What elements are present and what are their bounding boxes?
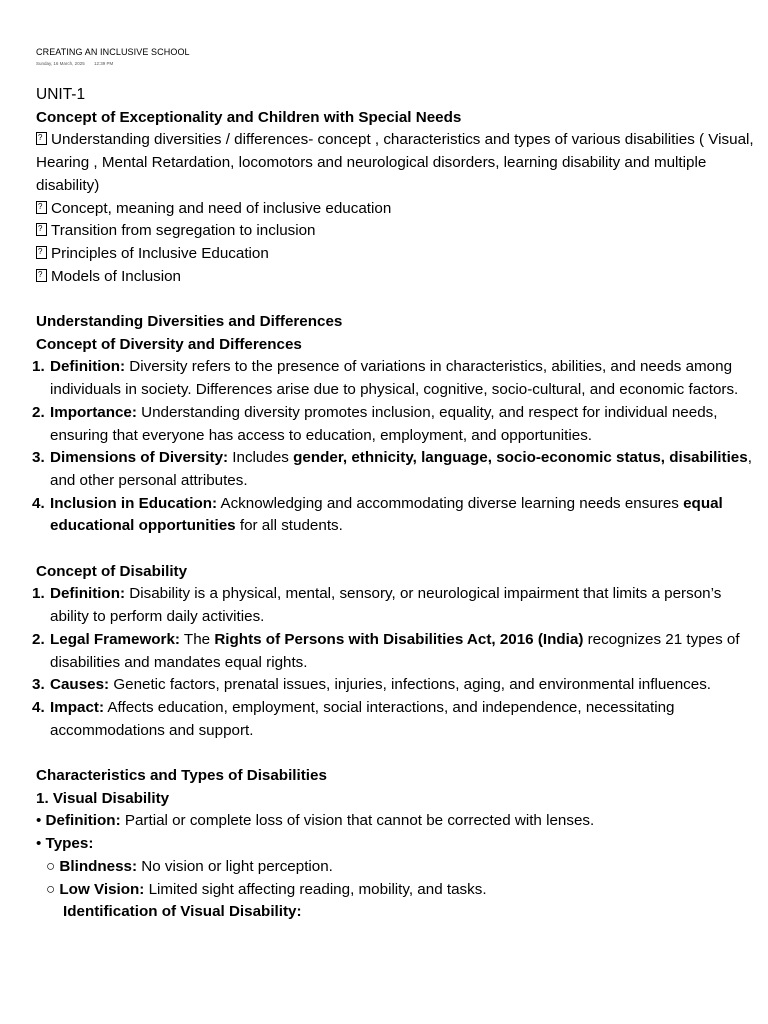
list-item: 4. Impact: Affects education, employment, social interactions, and independence, necessitating accommodations and support. xyxy=(32,698,675,739)
list-item: 2. Legal Framework: The Rights of Persons with Disabilities Act, 2016 (India) recognizes 21 types of disabilities and mandates equal rights. xyxy=(32,630,740,671)
list-item: 1. Definition: Diversity refers to the presence of variations in characteristics, abilities, and needs among individuals in society. Differences arise due to physical, cognitive, socio-cultural, and economic factors. xyxy=(32,358,739,399)
syllabus-item: ?Understanding diversities / differences- concept , characteristics and types of various disabilities ( Visual, Hearing , Mental Retardation, locomotors and neurological disorders, learning disability and multiple disability) xyxy=(36,129,758,197)
disability-list xyxy=(32,583,758,742)
missing-glyph-icon xyxy=(36,246,47,259)
page-header-title: CREATING AN INCLUSIVE SCHOOL xyxy=(36,47,190,57)
diversity-list xyxy=(32,356,758,538)
syllabus-item: ?Models of Inclusion xyxy=(36,266,758,289)
definition-bullet: • Definition: Partial or complete loss of vision that cannot be corrected with lenses. xyxy=(36,812,595,830)
list-item: 3. Dimensions of Diversity: Includes gender, ethnicity, language, socio-economic status, disabilities, and other personal attributes. xyxy=(32,449,752,489)
identification-heading: Identification of Visual Disability: xyxy=(63,903,302,921)
type-item: ○ Blindness: No vision or light perception. xyxy=(46,857,333,875)
syllabus-list xyxy=(36,129,758,288)
types-bullet: • Types: xyxy=(36,835,94,853)
document-body xyxy=(32,84,758,924)
syllabus-item: ?Transition from segregation to inclusion xyxy=(36,220,758,243)
missing-glyph-icon xyxy=(36,201,47,214)
section-subheading: 1. Visual Disability xyxy=(36,789,170,807)
list-item: 1. Definition: Disability is a physical, mental, sensory, or neurological impairment that limits a person’s ability to perform daily activities. xyxy=(32,585,722,626)
section-heading: Concept of Disability xyxy=(36,562,188,580)
section-subheading: Concept of Diversity and Differences xyxy=(36,335,302,353)
section-heading: Understanding Diversities and Differences xyxy=(36,313,343,331)
missing-glyph-icon xyxy=(36,269,47,282)
list-item: 2. Importance: Understanding diversity promotes inclusion, equality, and respect for individual needs, ensuring that everyone has access to education, employment, and opportunities. xyxy=(32,403,718,444)
page-header-meta xyxy=(36,61,113,66)
unit-title: Concept of Exceptionality and Children with Special Needs xyxy=(36,108,462,126)
list-item: 4. Inclusion in Education: Acknowledging and accommodating diverse learning needs ensures equal educational opportunities for all students. xyxy=(32,494,723,535)
section-heading: Characteristics and Types of Disabilities xyxy=(36,767,327,785)
list-item: 3. Causes: Genetic factors, prenatal issues, injuries, infections, aging, and environmental influences. xyxy=(32,676,712,694)
syllabus-item: ?Principles of Inclusive Education xyxy=(36,243,758,266)
header-time: 12:39 PM xyxy=(93,61,114,66)
header-date: Sunday, 16 March, 2025 xyxy=(36,61,85,66)
unit-label: UNIT-1 xyxy=(36,86,86,103)
missing-glyph-icon xyxy=(36,132,47,145)
type-item: ○ Low Vision: Limited sight affecting reading, mobility, and tasks. xyxy=(46,880,487,898)
missing-glyph-icon xyxy=(36,223,47,236)
syllabus-item: ?Concept, meaning and need of inclusive education xyxy=(36,198,758,221)
